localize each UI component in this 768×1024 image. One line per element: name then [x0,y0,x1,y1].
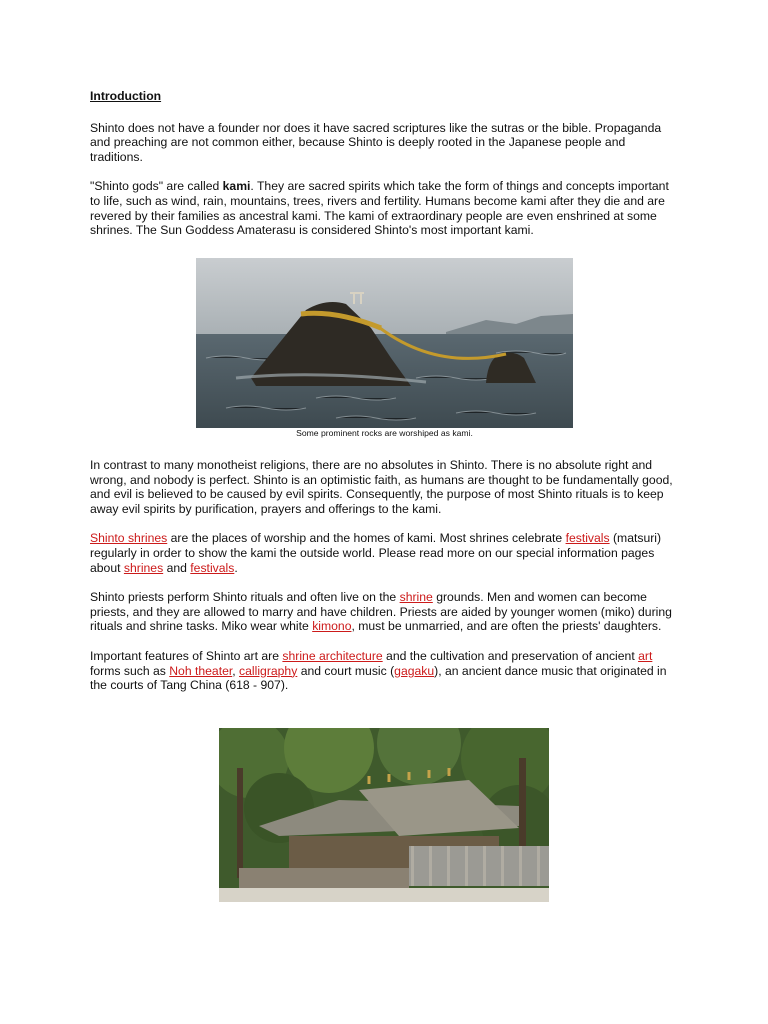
link-festivals-2[interactable]: festivals [190,560,235,575]
rocks-photo-caption: Some prominent rocks are worshiped as kami. [296,428,473,438]
link-shrine[interactable]: shrine [399,590,433,605]
content-section [90,458,680,708]
intro-section [90,89,680,253]
sacred-rocks-photo [196,258,573,428]
page-heading: Introduction [90,89,162,103]
shrines-text-3: and [163,560,191,575]
priests-text-1: Shinto priests perform Shinto rituals and often live on the [90,590,400,605]
paragraph-kami [90,179,680,237]
link-kimono[interactable]: kimono [312,619,352,634]
art-text-2: and the cultivation and preservation of ancient [382,648,639,663]
priests-text-2: grounds. Men and women can become priests, and they are allowed to marry and have children. Priests are aided by younger women (miko) during rituals and shrine tasks. Miko wear white [90,590,672,634]
link-noh-theater[interactable]: Noh theater [169,663,233,678]
link-art[interactable]: art [638,648,653,663]
art-text-4: , [232,663,240,678]
paragraph-art [90,649,680,693]
paragraph-priests [90,590,680,634]
shrines-text-2: (matsuri) regularly in order to show the kami the outside world. Please read more on our special information pages about [90,531,662,575]
link-festivals[interactable]: festivals [565,531,610,546]
kami-text-before: "Shinto gods" are called [90,179,223,194]
link-gagaku[interactable]: gagaku [394,663,435,678]
link-calligraphy[interactable]: calligraphy [239,663,298,678]
art-text-3: forms such as [90,663,170,678]
kami-text-after: . They are sacred spirits which take the form of things and concepts important to life, such as wind, rain, mountains, trees, rivers and fertility. Humans become kami after they die and are revered by their families as ancestral kami. The kami of extraordinary people are even enshrined at some shrines. The Sun Goddess Amaterasu is considered Shinto's most important kami. [90,179,669,238]
shrine-building-photo [219,728,549,902]
link-shrine-architecture[interactable]: shrine architecture [282,648,383,663]
paragraph-absolutes-text: In contrast to many monotheist religions, there are no absolutes in Shinto. There is no absolute right and wrong, and nobody is perfect. Shinto is an optimistic faith, as humans are thought to be fundamentally good, and evil is believed to be caused by evil spirits. Consequently, the purpose of most Shinto rituals is to keep away evil spirits by purification, prayers and offerings to the kami. [90,458,673,516]
paragraph-founder [90,121,680,165]
paragraph-founder-text: Shinto does not have a founder nor does it have sacred scriptures like the sutras or the bible. Propaganda and preaching are not common either, because Shinto is deeply rooted in the Japanese people and traditions. [90,120,662,164]
link-shrines[interactable]: shrines [123,560,164,575]
paragraph-shrines [90,531,680,575]
link-shinto-shrines[interactable]: Shinto shrines [90,531,168,546]
paragraph-absolutes [90,458,680,516]
art-text-1: Important features of Shinto art are [90,648,283,663]
shrines-text-1: are the places of worship and the homes of kami. Most shrines celebrate [167,531,566,546]
priests-text-3: , must be unmarried, and are often the priests' daughters. [351,619,662,634]
art-text-6: ), an ancient dance music that originated in the courts of Tang China (618 - 907). [90,663,667,693]
art-text-5: and court music ( [297,663,395,678]
shrines-text-4: . [234,560,238,575]
kami-bold-term: kami [222,179,251,194]
